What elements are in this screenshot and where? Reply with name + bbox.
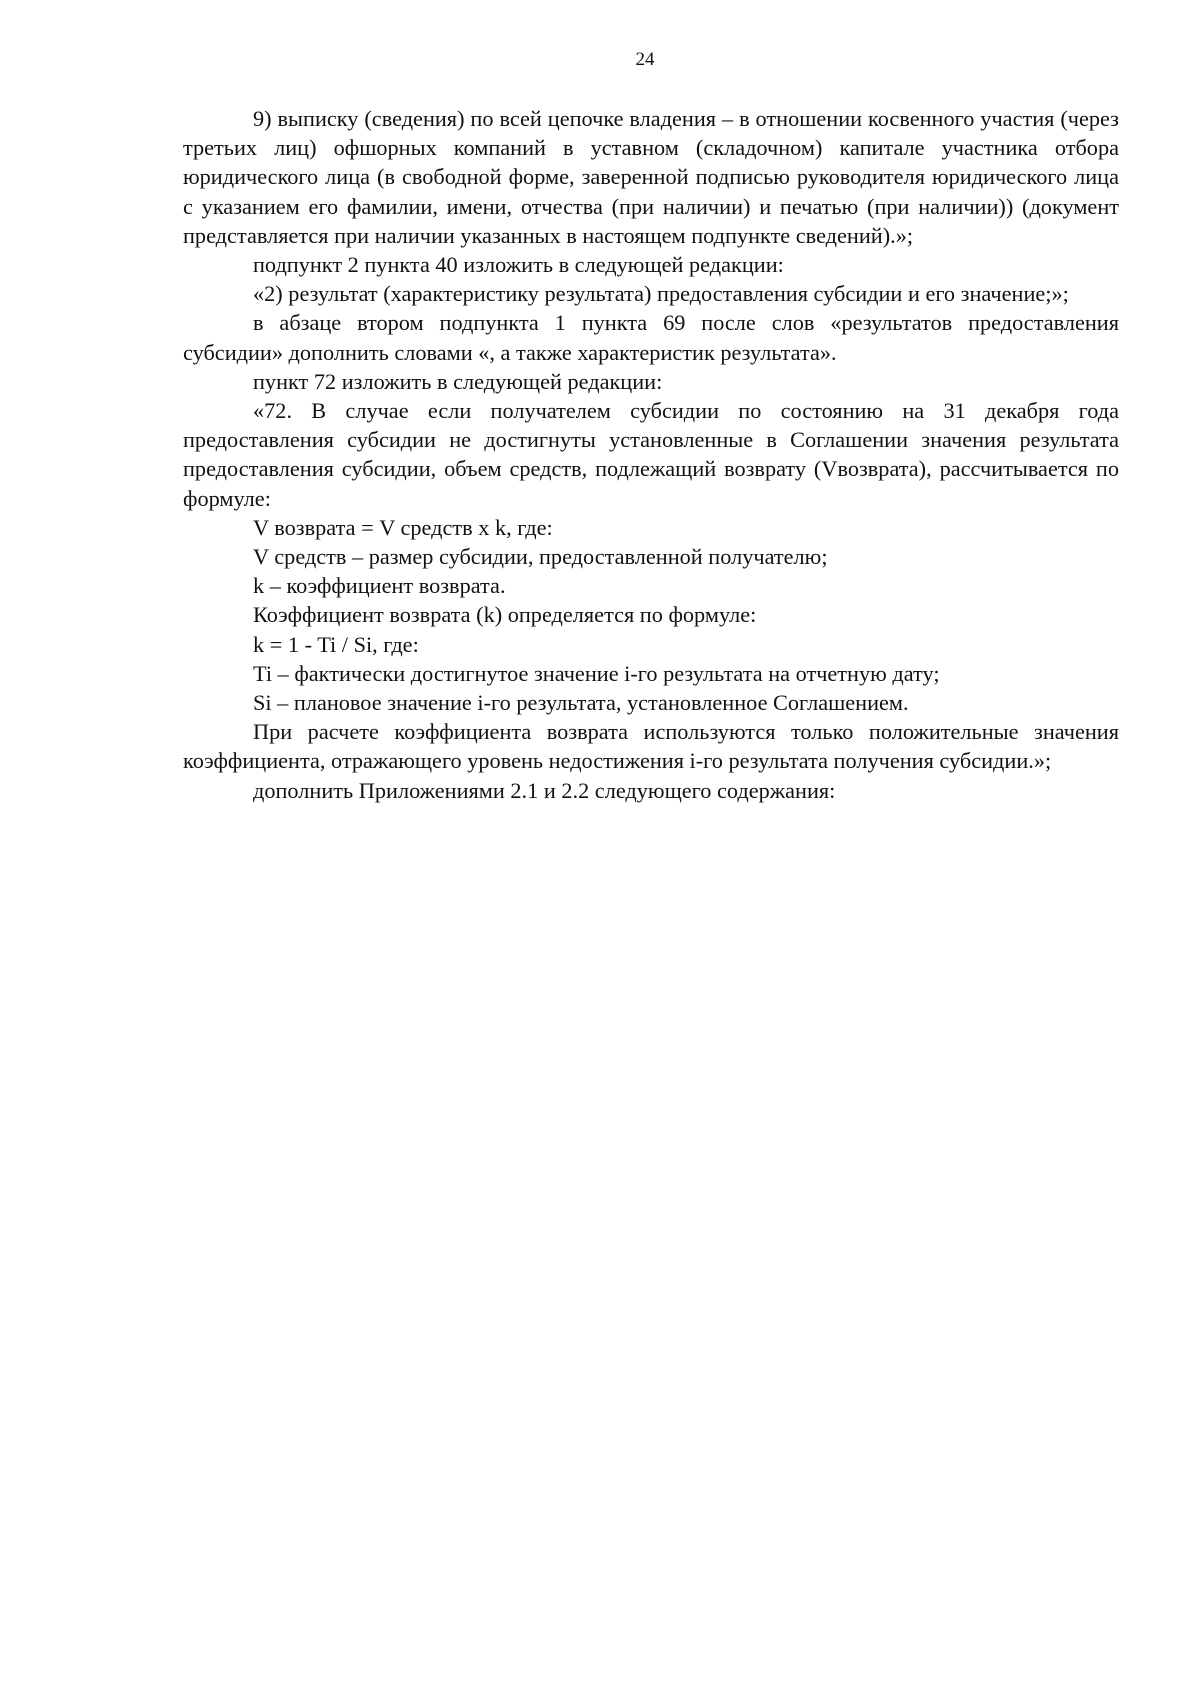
paragraph-item-9: 9) выписку (сведения) по всей цепочке владения – в отношении косвенного участия (через третьих лиц) офшорных компаний в уставном (складочном) капитале участника отбора юридического лица (в свободной форме, заверенной подписью руководителя юридического лица с указанием его фамилии, имени, отчества (при наличии) и печатью (при наличии)) (документ представляется при наличии указанных в настоящем подпункте сведений).»;: [183, 106, 1119, 248]
paragraph-amend-point-72: пункт 72 изложить в следующей редакции:: [253, 368, 663, 394]
paragraph-point-72-text: «72. В случае если получателем субсидии по состоянию на 31 декабря года предоставления субсидии не достигнуты установленные в Соглашении значения результата предоставления субсидии, объем средств, подлежащий возврату (Vвозврата), рассчитывается по формуле:: [183, 398, 1119, 511]
document-body: [183, 104, 1119, 805]
paragraph-coefficient-formula-intro: Коэффициент возврата (k) определяется по формуле:: [253, 602, 757, 628]
paragraph-amend-point-69: в абзаце втором подпункта 1 пункта 69 после слов «результатов предоставления субсидии» дополнить словами «, а также характеристик результата».: [183, 310, 1119, 365]
definition-si: Si – плановое значение i-го результата, установленное Соглашением.: [253, 690, 909, 716]
definition-v-funds: V средств – размер субсидии, предоставленной получателю;: [253, 544, 828, 570]
paragraph-result-characteristic: «2) результат (характеристику результата) предоставления субсидии и его значение;»;: [253, 281, 1069, 307]
formula-coefficient: k = 1 - Ti / Si, где:: [253, 631, 419, 657]
paragraph-add-appendices: дополнить Приложениями 2.1 и 2.2 следующего содержания:: [253, 777, 836, 803]
formula-return-volume: V возврата = V средств x k, где:: [253, 514, 553, 540]
paragraph-amend-subpoint-2: подпункт 2 пункта 40 изложить в следующей редакции:: [253, 252, 784, 278]
paragraph-positive-values: При расчете коэффициента возврата используются только положительные значения коэффициента, отражающего уровень недостижения i-го результата получения субсидии.»;: [183, 719, 1119, 774]
page-number: 24: [635, 49, 655, 70]
definition-ti: Ti – фактически достигнутое значение i-го результата на отчетную дату;: [253, 660, 940, 686]
definition-k: k – коэффициент возврата.: [253, 573, 506, 599]
